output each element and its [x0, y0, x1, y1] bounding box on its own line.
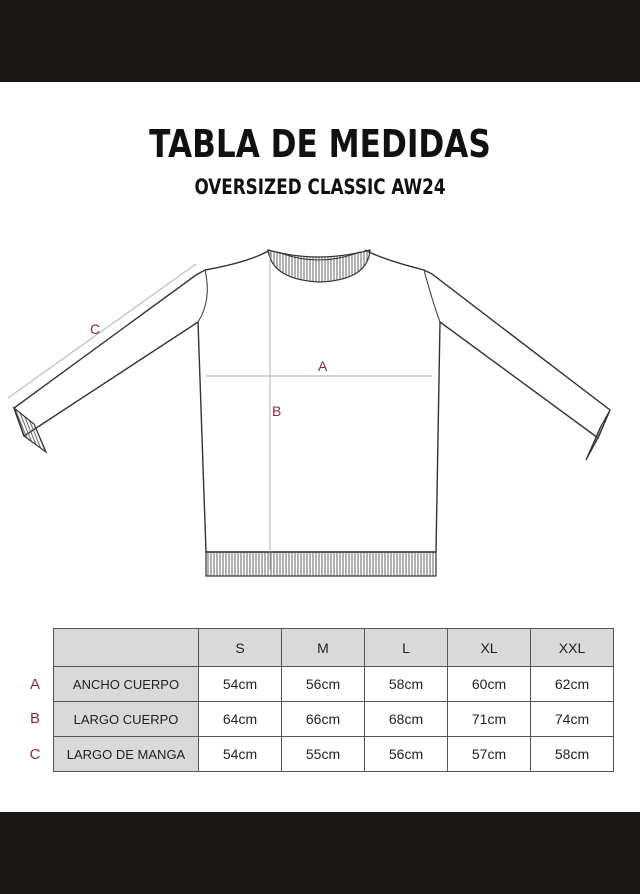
measure-cell: 55cm	[282, 737, 365, 772]
measure-cell: 58cm	[365, 667, 448, 702]
sleeve-guide	[8, 264, 196, 398]
measure-cell: 54cm	[199, 667, 282, 702]
size-header: XXL	[531, 629, 614, 667]
sweater-diagram	[0, 230, 640, 590]
measure-cell: 66cm	[282, 702, 365, 737]
size-header: M	[282, 629, 365, 667]
header-empty-cell	[54, 629, 199, 667]
measure-cell: 57cm	[448, 737, 531, 772]
measure-cell: 74cm	[531, 702, 614, 737]
collar-rib	[268, 250, 370, 282]
sweater-body	[14, 250, 610, 552]
size-header: XL	[448, 629, 531, 667]
label-b: B	[272, 403, 282, 419]
label-a: A	[318, 358, 328, 374]
row-label: LARGO DE MANGA	[54, 737, 199, 772]
size-table	[53, 628, 614, 772]
table-row	[54, 737, 614, 772]
measure-cell: 64cm	[199, 702, 282, 737]
hem-rib	[206, 552, 436, 576]
row-label: ANCHO CUERPO	[54, 667, 199, 702]
size-header: L	[365, 629, 448, 667]
page-subtitle: OVERSIZED CLASSIC AW24	[194, 175, 446, 199]
size-header: S	[199, 629, 282, 667]
measure-cell: 68cm	[365, 702, 448, 737]
table-row	[54, 702, 614, 737]
row-letter-c: C	[29, 746, 41, 763]
measure-cell: 56cm	[282, 667, 365, 702]
top-band	[0, 0, 640, 82]
right-cuff-rib	[586, 410, 610, 460]
page-title: TABLA DE MEDIDAS	[149, 122, 491, 166]
row-label: LARGO CUERPO	[54, 702, 199, 737]
row-letter-b: B	[29, 710, 40, 727]
measure-cell: 71cm	[448, 702, 531, 737]
measure-cell: 62cm	[531, 667, 614, 702]
bottom-band	[0, 812, 640, 894]
left-cuff-rib	[14, 408, 46, 452]
label-c: C	[90, 321, 101, 337]
row-letter-a: A	[29, 676, 40, 693]
measure-cell: 60cm	[448, 667, 531, 702]
size-header-row	[54, 629, 614, 667]
measure-cell: 58cm	[531, 737, 614, 772]
measure-cell: 54cm	[199, 737, 282, 772]
table-row	[54, 667, 614, 702]
measure-cell: 56cm	[365, 737, 448, 772]
